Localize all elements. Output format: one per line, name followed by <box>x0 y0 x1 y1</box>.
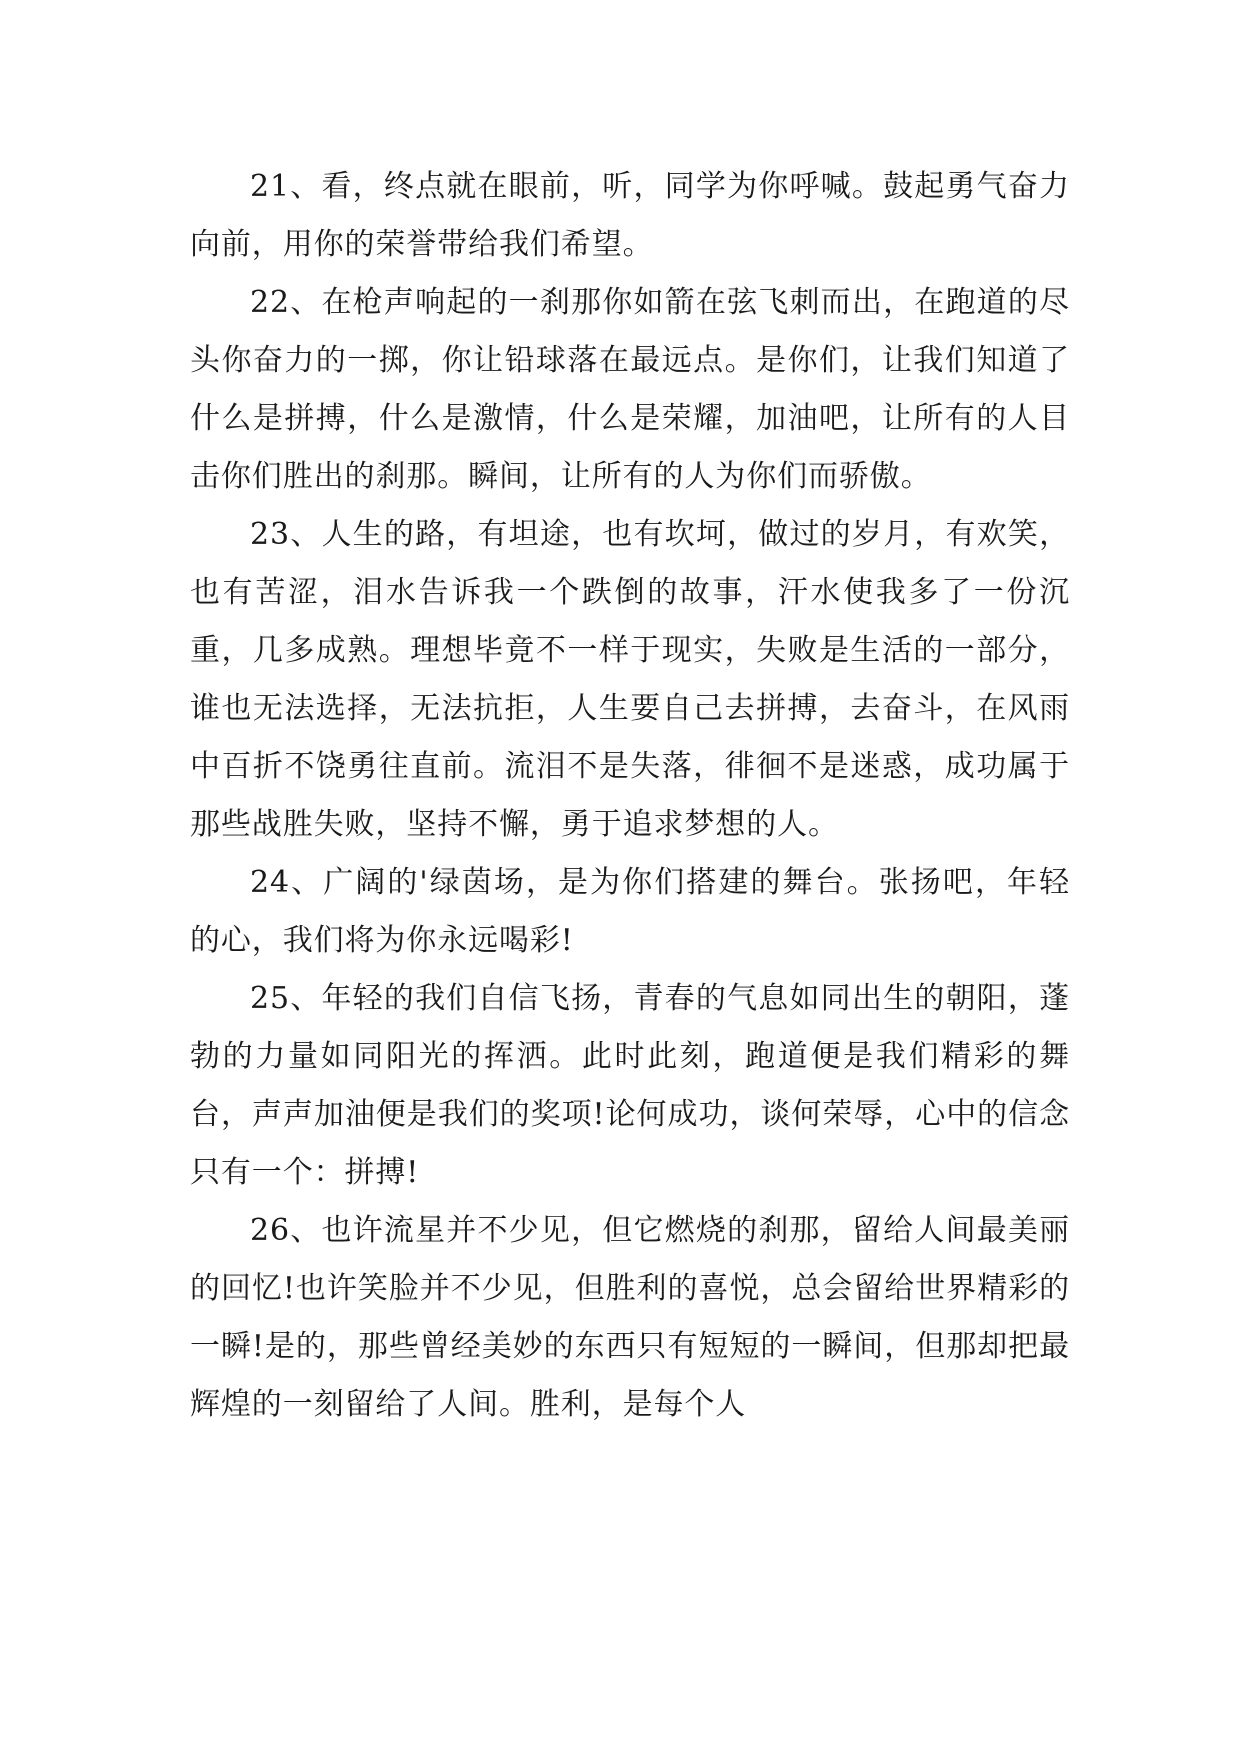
paragraph-24: 24、广阔的'绿茵场，是为你们搭建的舞台。张扬吧，年轻的心，我们将为你永远喝彩! <box>190 865 1070 958</box>
paragraph-21: 21、看，终点就在眼前，听，同学为你呼喊。鼓起勇气奋力向前，用你的荣誉带给我们希望。 <box>190 169 1070 262</box>
document-body <box>190 158 1070 1434</box>
paragraph-26: 26、也许流星并不少见，但它燃烧的刹那，留给人间最美丽的回忆!也许笑脸并不少见，但胜利的喜悦，总会留给世界精彩的一瞬!是的，那些曾经美妙的东西只有短短的一瞬间，但那却把最辉煌的一刻留给了人间。胜利，是每个人 <box>190 1213 1070 1422</box>
paragraph-22: 22、在枪声响起的一刹那你如箭在弦飞刺而出，在跑道的尽头你奋力的一掷，你让铅球落在最远点。是你们，让我们知道了什么是拼搏，什么是激情，什么是荣耀，加油吧，让所有的人目击你们胜出的刹那。瞬间，让所有的人为你们而骄傲。 <box>190 285 1070 494</box>
paragraph-25: 25、年轻的我们自信飞扬，青春的气息如同出生的朝阳，蓬勃的力量如同阳光的挥洒。此时此刻，跑道便是我们精彩的舞台，声声加油便是我们的奖项!论何成功，谈何荣辱，心中的信念只有一个：拼搏! <box>190 981 1070 1190</box>
paragraph-23: 23、人生的路，有坦途，也有坎坷，做过的岁月，有欢笑，也有苦涩，泪水告诉我一个跌倒的故事，汗水使我多了一份沉重，几多成熟。理想毕竟不一样于现实，失败是生活的一部分，谁也无法选择，无法抗拒，人生要自己去拼搏，去奋斗，在风雨中百折不饶勇往直前。流泪不是失落，徘徊不是迷惑，成功属于那些战胜失败，坚持不懈，勇于追求梦想的人。 <box>190 517 1070 842</box>
